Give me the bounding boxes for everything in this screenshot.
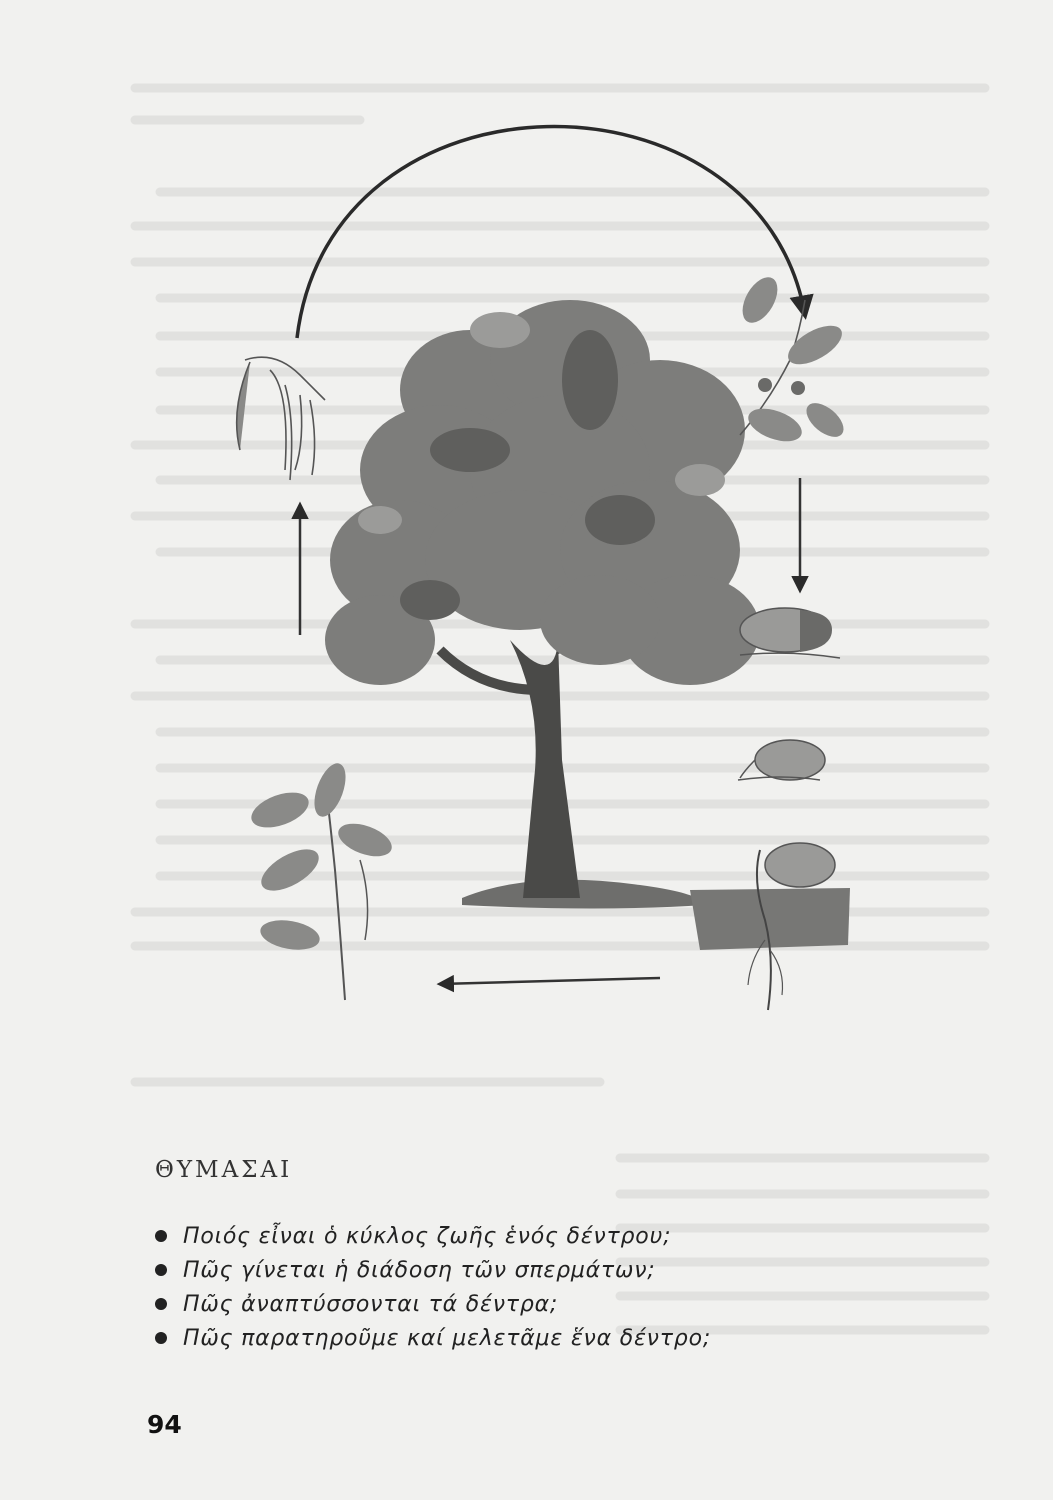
bullet-icon bbox=[155, 1230, 167, 1242]
oak-leaves-acorns-drawing bbox=[735, 271, 849, 447]
list-item bbox=[155, 1253, 711, 1287]
list-item bbox=[155, 1219, 711, 1253]
section-heading: ΘΥΜΑΣΑΙ bbox=[155, 1157, 293, 1183]
bullet-icon bbox=[155, 1264, 167, 1276]
question-text: Πῶς παρατηροῦμε καί μελετᾶμε ἕνα δέντρο; bbox=[183, 1325, 712, 1351]
bullet-icon bbox=[155, 1332, 167, 1344]
page-number: 94 bbox=[147, 1410, 182, 1439]
question-text: Πῶς ἀναπτύσσονται τά δέντρα; bbox=[183, 1291, 559, 1317]
germinating-acorn-drawing bbox=[738, 740, 825, 780]
bottom-left-arrow bbox=[440, 978, 660, 984]
tree-ground bbox=[462, 880, 705, 909]
list-item bbox=[155, 1321, 711, 1355]
young-oak-sapling-drawing bbox=[247, 759, 396, 1000]
oak-tree bbox=[325, 300, 760, 909]
list-item bbox=[155, 1287, 711, 1321]
seedling-in-soil-drawing bbox=[690, 843, 850, 1010]
tree-trunk bbox=[510, 640, 580, 898]
review-questions-list bbox=[155, 1219, 711, 1355]
oak-catkins-drawing bbox=[237, 357, 325, 480]
question-text: Πῶς γίνεται ἡ διάδοση τῶν σπερμάτων; bbox=[183, 1257, 656, 1283]
question-text: Ποιός εἶναι ὁ κύκλος ζωῆς ἑνός δέντρου; bbox=[183, 1223, 672, 1249]
acorn-drawing bbox=[740, 608, 840, 658]
bullet-icon bbox=[155, 1298, 167, 1310]
